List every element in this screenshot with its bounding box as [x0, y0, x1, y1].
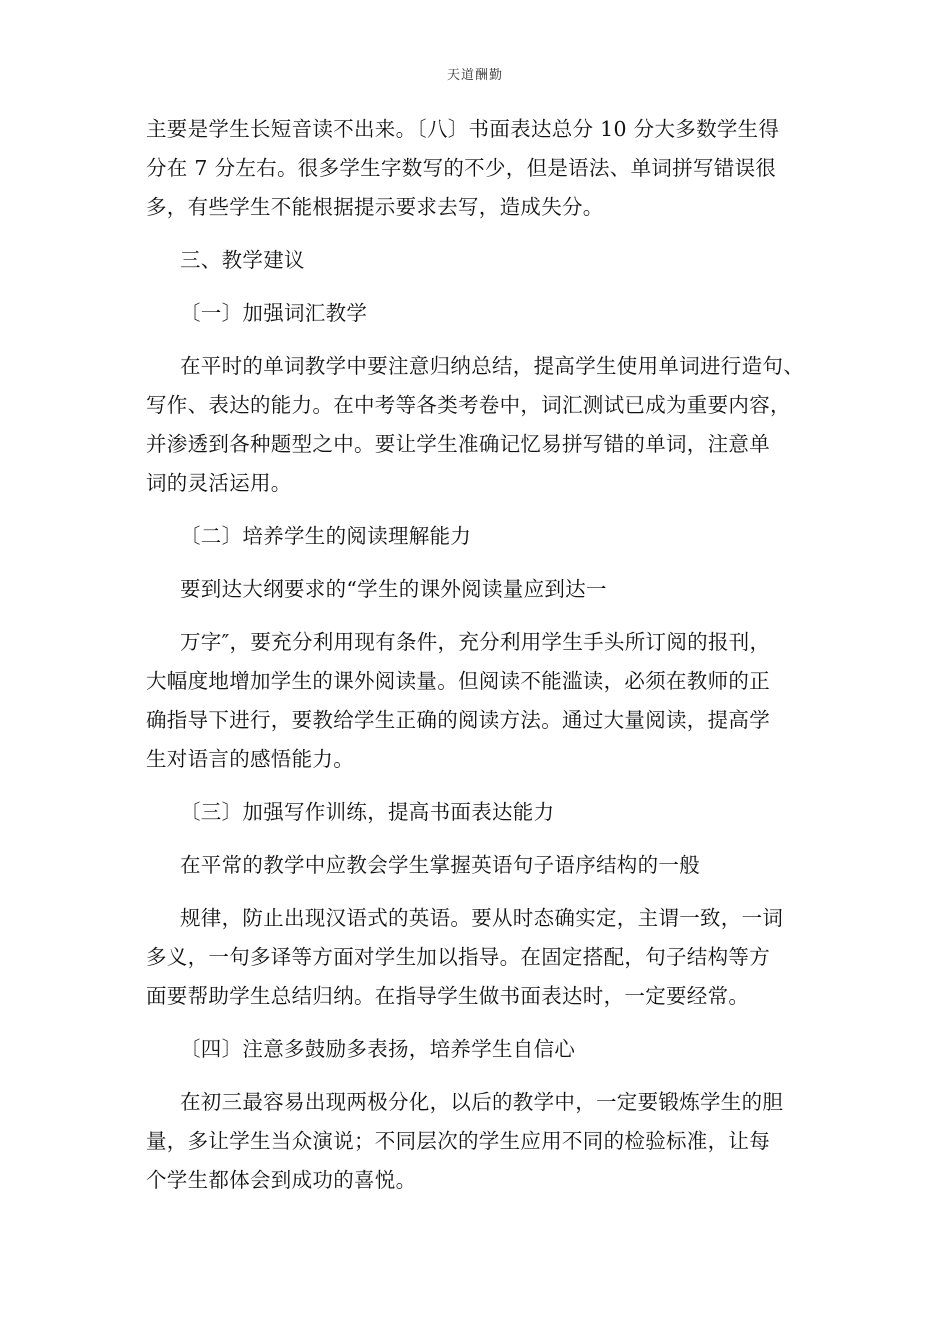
text-line: 并渗透到各种题型之中。要让学生准确记忆易拼写错的单词，注意单 [146, 432, 770, 456]
text-line: 万字″，要充分利用现有条件，充分利用学生手头所订阅的报刊， [180, 630, 771, 654]
subheading-encouragement: 〔四〕注意多鼓励多表扬，培养学生自信心 [180, 1037, 576, 1061]
subheading-reading: 〔二〕培养学生的阅读理解能力 [180, 524, 472, 548]
paragraph-encouragement [146, 1083, 826, 1200]
text-line: 量，多让学生当众演说；不同层次的学生应用不同的检验标准，让每 [146, 1129, 770, 1153]
text-line: 多，有些学生不能根据提示要求去写，造成失分。 [146, 195, 604, 219]
paragraph-exam-analysis [146, 110, 826, 227]
text-line: 规律，防止出现汉语式的英语。要从时态确实定，主谓一致，一词 [180, 906, 784, 930]
paragraph-writing-intro: 在平常的教学中应教会学生掌握英语句子语序结构的一般 [180, 853, 700, 877]
document-body [146, 110, 826, 1200]
text-line: 面要帮助学生总结归纳。在指导学生做书面表达时，一定要经常。 [146, 984, 750, 1008]
section-heading-teaching-suggestions: 三、教学建议 [180, 248, 305, 272]
text-line: 主要是学生长短音读不出来。〔八〕书面表达总分 10 分大多数学生得 [146, 117, 780, 141]
page-header: 天道酬勤 [446, 68, 503, 83]
text-line: 分在 7 分左右。很多学生字数写的不少，但是语法、单词拼写错误很 [146, 156, 777, 180]
paragraph-reading [146, 623, 826, 779]
subheading-writing: 〔三〕加强写作训练，提高书面表达能力 [180, 800, 555, 824]
paragraph-vocabulary [146, 347, 826, 503]
text-line: 多义，一句多译等方面对学生加以指导。在固定搭配，句子结构等方 [146, 945, 770, 969]
text-line: 在初三最容易出现两极分化，以后的教学中，一定要锻炼学生的胆 [180, 1090, 784, 1114]
paragraph-writing [146, 899, 826, 1016]
text-line: 确指导下进行，要教给学生正确的阅读方法。通过大量阅读，提高学 [146, 708, 770, 732]
text-line: 个学生都体会到成功的喜悦。 [146, 1168, 417, 1192]
text-line: 词的灵活运用。 [146, 471, 292, 495]
text-line: 写作、表达的能力。在中考等各类考卷中，词汇测试已成为重要内容， [146, 393, 791, 417]
text-line: 生对语言的感悟能力。 [146, 747, 354, 771]
text-line: 大幅度地增加学生的课外阅读量。但阅读不能滥读，必须在教师的正 [146, 669, 770, 693]
paragraph-reading-intro: 要到达大纲要求的“学生的课外阅读量应到达一 [180, 577, 607, 601]
text-line: 在平时的单词教学中要注意归纳总结，提高学生使用单词进行造句、 [180, 354, 804, 378]
subheading-vocabulary: 〔一〕加强词汇教学 [180, 301, 368, 325]
